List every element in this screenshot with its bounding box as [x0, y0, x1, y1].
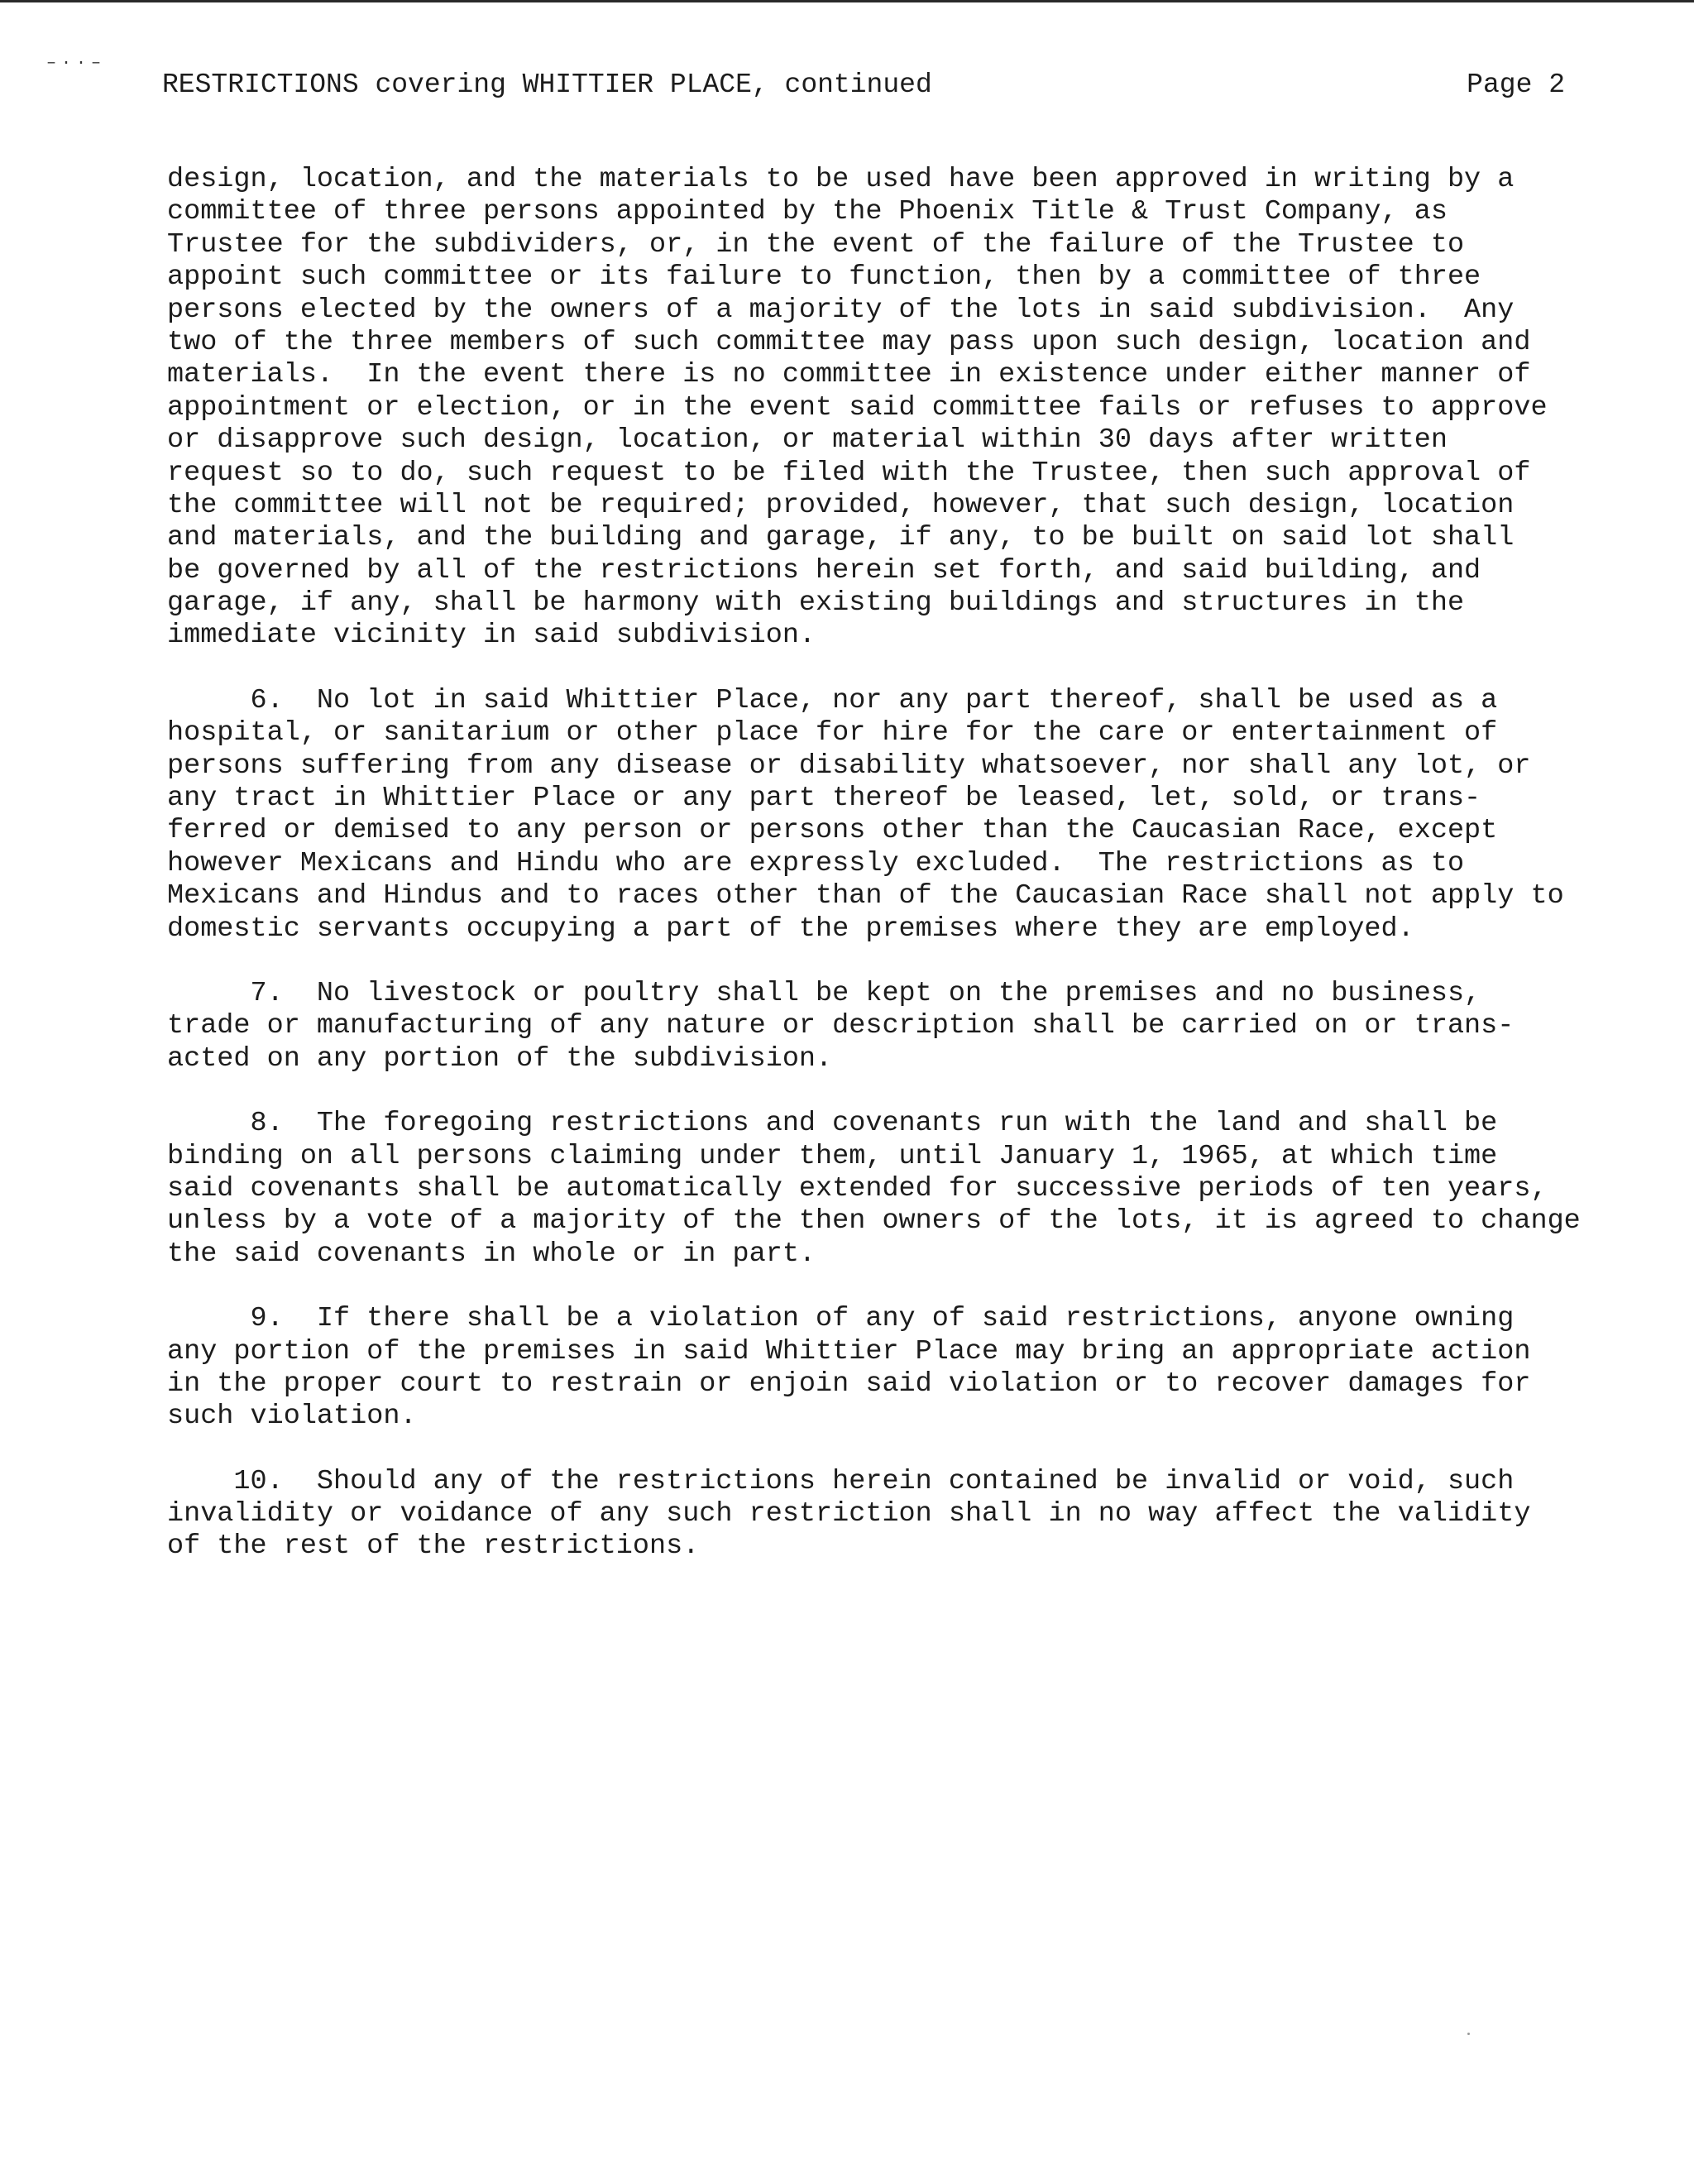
text-line: be governed by all of the restrictions herein set forth, and said building, and [167, 554, 1481, 587]
text-line: acted on any portion of the subdivision. [167, 1042, 833, 1075]
text-line: in the proper court to restrain or enjoin said violation or to recover damages for [167, 1367, 1531, 1400]
text-line: two of the three members of such committee may pass upon such design, location and [167, 326, 1531, 358]
text-line: the said covenants in whole or in part. [167, 1238, 816, 1270]
text-line: of the rest of the restrictions. [167, 1530, 700, 1563]
paragraph-10 [167, 1466, 1590, 1564]
text-line: any portion of the premises in said Whittier Place may bring an appropriate action [167, 1335, 1531, 1367]
text-line: immediate vicinity in said subdivision. [167, 620, 816, 652]
text-line: trade or manufacturing of any nature or description shall be carried on or trans- [167, 1010, 1515, 1042]
text-line: appoint such committee or its failure to function, then by a committee of three [167, 261, 1481, 294]
text-line: hospital, or sanitarium or other place for hire for the care or entertainment of [167, 717, 1498, 750]
document-title: RESTRICTIONS covering WHITTIER PLACE, continued [162, 69, 932, 100]
text-line: 8. The foregoing restrictions and covenants run with the land and shall be [167, 1108, 1498, 1140]
text-line: the committee will not be required; provided, however, that such design, location [167, 489, 1515, 521]
scan-dust-dot [1467, 2033, 1470, 2035]
text-line: binding on all persons claiming under them, until January 1, 1965, at which time [167, 1140, 1498, 1172]
text-line: 9. If there shall be a violation of any of said restrictions, anyone owning [167, 1303, 1515, 1335]
text-line: appointment or election, or in the event said committee fails or refuses to approve [167, 391, 1548, 424]
document-body [167, 164, 1590, 1564]
text-line: materials. In the event there is no committee in existence under either manner of [167, 359, 1531, 391]
text-line: any tract in Whittier Place or any part thereof be leased, let, sold, or trans- [167, 783, 1481, 815]
text-line: such violation. [167, 1401, 417, 1433]
scan-top-edge [0, 0, 1694, 2]
text-line: said covenants shall be automatically extended for successive periods of ten years, [167, 1172, 1548, 1205]
page-number: Page 2 [1467, 69, 1565, 100]
text-line: persons suffering from any disease or disability whatsoever, nor shall any lot, or [167, 750, 1531, 782]
text-line: unless by a vote of a majority of the then owners of the lots, it is agreed to change [167, 1205, 1581, 1238]
text-line: domestic servants occupying a part of the premises where they are employed. [167, 912, 1414, 945]
text-line: Trustee for the subdividers, or, in the event of the failure of the Trustee to [167, 228, 1465, 261]
scan-speck-mark: –··– [46, 54, 107, 73]
text-line: 10. Should any of the restrictions herein contained be invalid or void, such [167, 1465, 1515, 1497]
text-line: committee of three persons appointed by the Phoenix Title & Trust Company, as [167, 196, 1448, 228]
text-line: ferred or demised to any person or persons other than the Caucasian Race, except [167, 815, 1498, 847]
text-line: garage, if any, shall be harmony with existing buildings and structures in the [167, 587, 1465, 620]
text-line: design, location, and the materials to be used have been approved in writing by a [167, 164, 1515, 195]
text-line: invalidity or voidance of any such restriction shall in no way affect the validity [167, 1498, 1531, 1530]
paragraph-7 [167, 978, 1590, 1075]
paragraph-8 [167, 1108, 1590, 1271]
paragraph-continued [167, 164, 1590, 653]
paragraph-9 [167, 1303, 1590, 1434]
text-line: and materials, and the building and garage, if any, to be built on said lot shall [167, 522, 1515, 554]
text-line: request so to do, such request to be filed with the Trustee, then such approval of [167, 457, 1531, 489]
text-line: however Mexicans and Hindu who are expressly excluded. The restrictions as to [167, 847, 1465, 879]
text-line: 6. No lot in said Whittier Place, nor any part thereof, shall be used as a [167, 684, 1498, 716]
text-line: Mexicans and Hindus and to races other than of the Caucasian Race shall not apply to [167, 880, 1564, 912]
paragraph-6 [167, 685, 1590, 946]
text-line: 7. No livestock or poultry shall be kept on the premises and no business, [167, 977, 1481, 1009]
text-line: or disapprove such design, location, or material within 30 days after written [167, 424, 1448, 457]
page-header [162, 65, 1565, 106]
text-line: persons elected by the owners of a majority of the lots in said subdivision. Any [167, 294, 1515, 326]
